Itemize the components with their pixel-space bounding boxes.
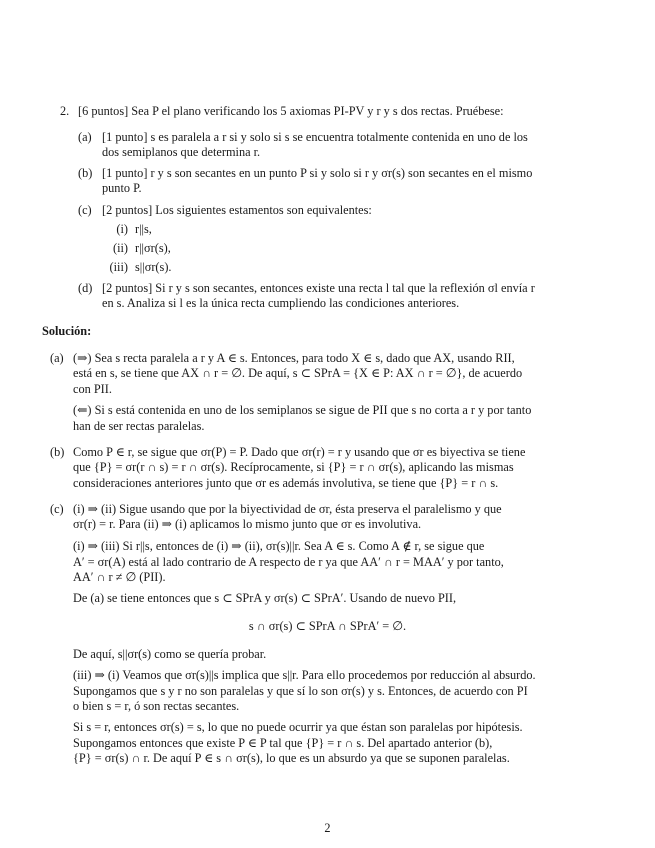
- item-ii-text: r||σr(s),: [135, 241, 171, 255]
- item-i-label: (i): [116, 222, 128, 236]
- sol-c-line-10: Supongamos que s y r no son paralelas y que sí lo son σr(s) y s. Entonces, de acuerdo con PI: [73, 684, 528, 698]
- sol-c-display-equation: s ∩ σr(s) ⊂ SPrA ∩ SPrA′ = ∅.: [248, 619, 407, 633]
- part-b-line-2: punto P.: [102, 181, 142, 195]
- sol-b-line-1: Como P ∈ r, se sigue que σr(P) = P. Dado que σr(r) = r y usando que σr es biyectiva se tiene: [73, 445, 526, 459]
- problem-number: 2.: [60, 104, 70, 118]
- sol-a-label: (a): [50, 351, 64, 365]
- sol-c-line-8: De aquí, s||σr(s) como se quería probar.: [73, 647, 267, 661]
- part-d-line-1: [2 puntos] Si r y s son secantes, entonces existe una recta l tal que la reflexión σl envía r: [102, 281, 535, 295]
- sol-c-line-6: De (a) se tiene entonces que s ⊂ SPrA y σr(s) ⊂ SPrA′. Usando de nuevo PII,: [73, 591, 457, 605]
- sol-c-line-11: o bien s = r, ó son rectas secantes.: [73, 699, 240, 713]
- part-b-line-1: [1 punto] r y s son secantes en un punto P si y solo si r y σr(s) son secantes en el mismo: [102, 166, 533, 180]
- sol-a-line-2: está en s, se tiene que AX ∩ r = ∅. De aquí, s ⊂ SPrA = {X ∈ P: AX ∩ r = ∅}, de acuerdo: [73, 366, 523, 380]
- sol-c-label: (c): [50, 502, 64, 516]
- sol-c-line-14: {P} = σr(s) ∩ r. De aquí P ∈ s ∩ σr(s), lo que es un absurdo ya que se suponen paralelas.: [73, 751, 510, 765]
- sol-c-line-13: Supongamos entonces que existe P ∈ P tal que {P} = r ∩ s. Del apartado anterior (b),: [73, 736, 493, 750]
- sol-c-line-4: A′ = σr(A) está al lado contrario de A respecto de r ya que AA′ ∩ r = MAA′ y por tanto,: [73, 555, 504, 569]
- sol-c-line-1: (i) ⇒ (ii) Sigue usando que por la biyectividad de σr, ésta preserva el paralelismo y que: [73, 502, 502, 516]
- item-ii-label: (ii): [112, 241, 128, 255]
- sol-a-line-4: (⇐) Si s está contenida en uno de los semiplanos se sigue de PII que s no corta a r y por tanto: [73, 403, 532, 417]
- part-c-label: (c): [78, 203, 92, 217]
- part-a-line-2: dos semiplanos que determina r.: [102, 145, 261, 159]
- problem-statement: [6 puntos] Sea P el plano verificando los 5 axiomas PI-PV y r y s dos rectas. Pruébese:: [78, 104, 504, 118]
- sol-b-label: (b): [50, 445, 65, 459]
- item-iii-label: (iii): [109, 260, 128, 274]
- part-d-label: (d): [78, 281, 93, 295]
- sol-a-line-3: con PII.: [73, 382, 112, 396]
- solution-heading: Solución:: [42, 324, 92, 338]
- part-d-line-2: en s. Analiza si l es la única recta cumpliendo las condiciones anteriores.: [102, 296, 460, 310]
- sol-b-line-2: que {P} = σr(r ∩ s) = r ∩ σr(s). Recíprocamente, si {P} = r ∩ σr(s), aplicando las mismas: [73, 460, 514, 474]
- page-number: 2: [324, 821, 331, 835]
- sol-a-line-5: han de ser rectas paralelas.: [73, 419, 205, 433]
- part-a-label: (a): [78, 130, 92, 144]
- sol-c-line-5: AA′ ∩ r ≠ ∅ (PII).: [73, 570, 166, 584]
- item-i-text: r||s,: [135, 222, 152, 236]
- sol-a-line-1: (⇒) Sea s recta paralela a r y A ∈ s. Entonces, para todo X ∈ s, dado que AX, usando RII,: [73, 351, 515, 365]
- sol-c-line-9: (iii) ⇒ (i) Veamos que σr(s)||s implica que s||r. Para ello procedemos por reducción al absurdo.: [73, 668, 536, 682]
- part-b-label: (b): [78, 166, 93, 180]
- sol-c-line-3: (i) ⇒ (iii) Si r||s, entonces de (i) ⇒ (ii), σr(s)||r. Sea A ∈ s. Como A ∉ r, se sigue que: [73, 539, 485, 553]
- part-a-line-1: [1 punto] s es paralela a r si y solo si s se encuentra totalmente contenida en uno de los: [102, 130, 528, 144]
- sol-b-line-3: consideraciones anteriores junto que σr es además involutiva, se tiene que {P} = r ∩ s.: [73, 476, 499, 490]
- item-iii-text: s||σr(s).: [135, 260, 172, 274]
- sol-c-line-12: Si s = r, entonces σr(s) = s, lo que no puede ocurrir ya que éstan son paralelas por hipótesis.: [73, 720, 523, 734]
- sol-c-line-2: σr(r) = r. Para (ii) ⇒ (i) aplicamos lo mismo junto que σr es involutiva.: [73, 517, 422, 531]
- part-c-line-1: [2 puntos] Los siguientes estamentos son equivalentes:: [102, 203, 372, 217]
